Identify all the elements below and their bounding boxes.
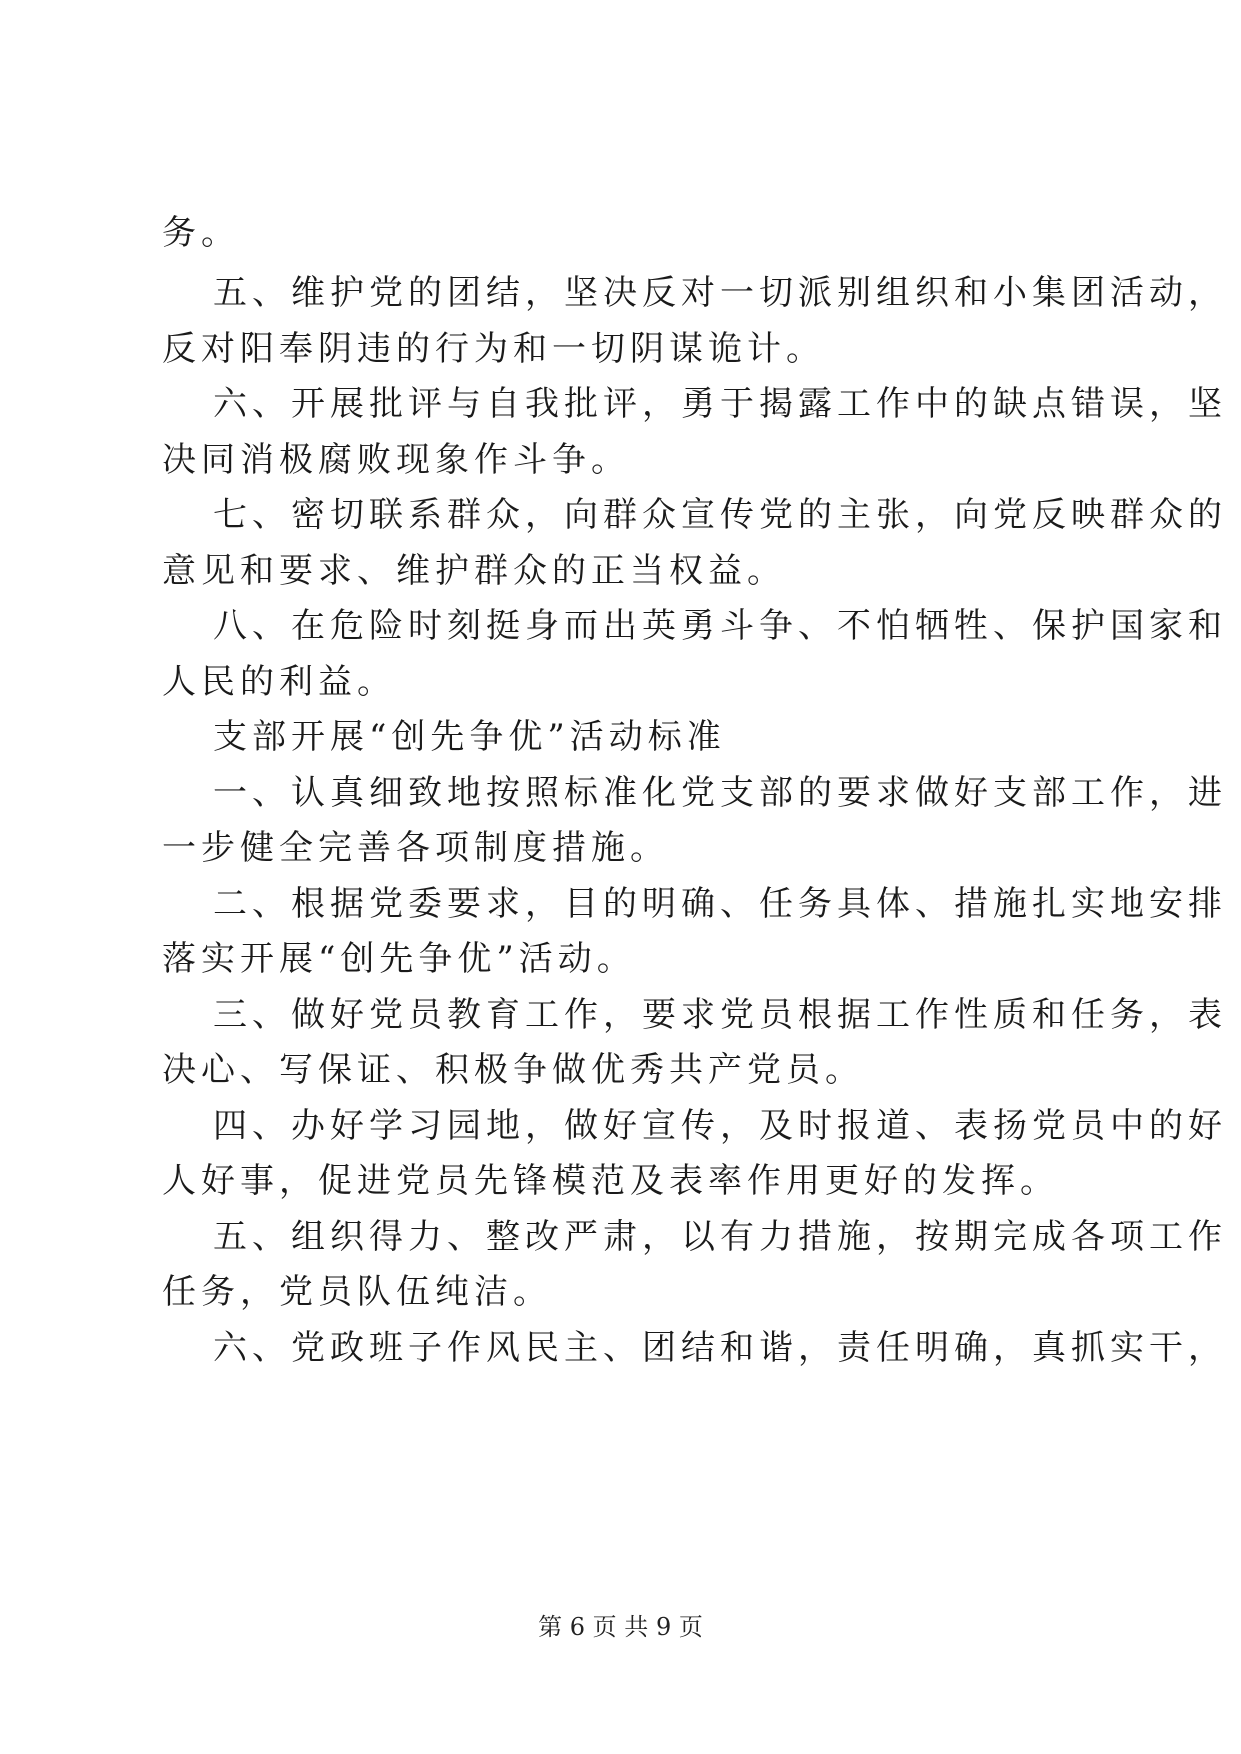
page-number-label: 第 6 页 共 9 页 bbox=[538, 1613, 703, 1641]
text-line: 一、认真细致地按照标准化党支部的要求做好支部工作，进 bbox=[213, 773, 1227, 813]
text-line: 四、办好学习园地，做好宣传，及时报道、表扬党员中的好 bbox=[213, 1106, 1227, 1146]
page-footer bbox=[0, 1612, 1241, 1642]
text-line: 意见和要求、维护群众的正当权益。 bbox=[162, 551, 786, 591]
text-line: 落实开展“创先争优”活动。 bbox=[162, 939, 636, 979]
text-line: 二、根据党委要求，目的明确、任务具体、措施扎实地安排 bbox=[213, 884, 1227, 924]
text-line: 五、组织得力、整改严肃，以有力措施，按期完成各项工作 bbox=[213, 1217, 1227, 1257]
text-line: 八、在危险时刻挺身而出英勇斗争、不怕牺牲、保护国家和 bbox=[213, 606, 1227, 646]
text-line: 反对阳奉阴违的行为和一切阴谋诡计。 bbox=[162, 329, 825, 369]
text-line: 五、维护党的团结，坚决反对一切派别组织和小集团活动， bbox=[213, 273, 1227, 313]
text-line: 任务，党员队伍纯洁。 bbox=[162, 1272, 552, 1312]
text-line: 务。 bbox=[162, 213, 240, 253]
text-line: 六、党政班子作风民主、团结和谐，责任明确，真抓实干， bbox=[213, 1328, 1227, 1368]
section-heading: 支部开展“创先争优”活动标准 bbox=[213, 717, 726, 757]
text-line: 三、做好党员教育工作，要求党员根据工作性质和任务，表 bbox=[213, 995, 1227, 1035]
text-line: 决心、写保证、积极争做优秀共产党员。 bbox=[162, 1050, 864, 1090]
text-line: 七、密切联系群众，向群众宣传党的主张，向党反映群众的 bbox=[213, 495, 1227, 535]
text-line: 人民的利益。 bbox=[162, 662, 396, 702]
text-line: 决同消极腐败现象作斗争。 bbox=[162, 440, 630, 480]
text-line: 人好事，促进党员先锋模范及表率作用更好的发挥。 bbox=[162, 1161, 1059, 1201]
text-line: 六、开展批评与自我批评，勇于揭露工作中的缺点错误，坚 bbox=[213, 384, 1227, 424]
text-line: 一步健全完善各项制度措施。 bbox=[162, 828, 669, 868]
